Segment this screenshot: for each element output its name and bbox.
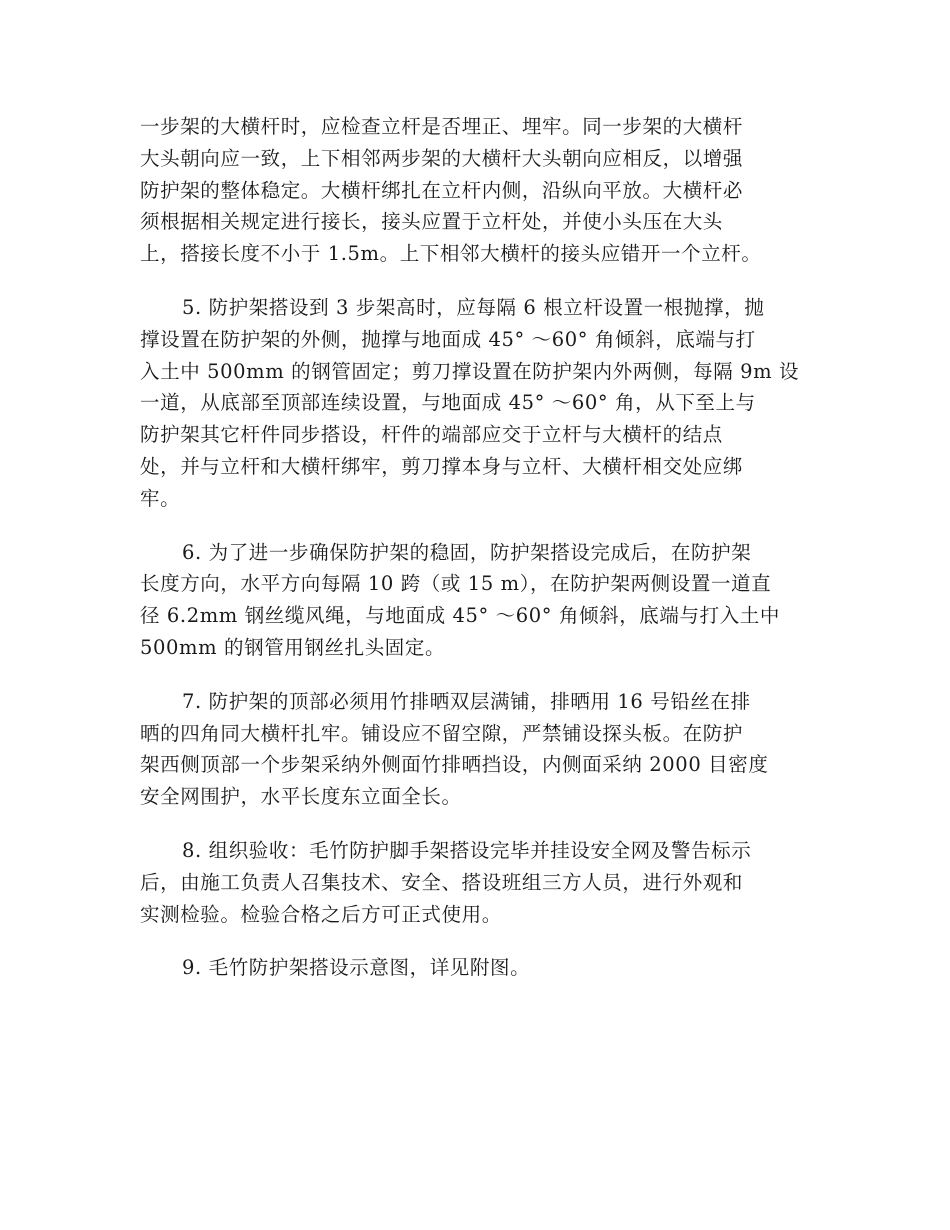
text-line: 撑设置在防护架的外侧，抛撑与地面成 45° ～60° 角倾斜，底端与打 [140, 327, 756, 351]
text-line: 上，搭接长度不小于 1.5m。上下相邻大横杆的接头应错开一个立杆。 [140, 242, 762, 266]
text-line: 安全网围护，水平长度东立面全长。 [140, 785, 462, 809]
text-line: 8. 组织验收：毛竹防护脚手架搭设完毕并挂设安全网及警告标示 [182, 838, 752, 862]
paragraph-6 [140, 537, 810, 664]
paragraph-8 [140, 835, 810, 930]
text-line: 一步架的大横杆时，应检查立杆是否埋正、埋牢。同一步架的大横杆 [140, 115, 744, 138]
text-line: 大头朝向应一致，上下相邻两步架的大横杆大头朝向应相反，以增强 [140, 146, 744, 170]
paragraph-7 [140, 686, 810, 813]
text-line: 9. 毛竹防护架搭设示意图，详见附图。 [182, 956, 531, 980]
paragraph-9 [140, 952, 810, 984]
document-page [140, 111, 810, 984]
text-line: 防护架其它杆件同步搭设，杆件的端部应交于立杆与大横杆的结点 [140, 423, 723, 447]
text-line: 实测检验。检验合格之后方可正式使用。 [140, 902, 502, 926]
text-line: 处，并与立杆和大横杆绑牢，剪刀撑本身与立杆、大横杆相交处应绑 [140, 454, 744, 478]
text-line: 径 6.2mm 钢丝缆风绳，与地面成 45° ～60° 角倾斜，底端与打入土中 [140, 604, 781, 628]
text-line: 晒的四角同大横杆扎牢。铺设应不留空隙，严禁铺设探头板。在防护 [140, 721, 744, 745]
paragraph-5 [140, 292, 810, 515]
text-line: 7. 防护架的顶部必须用竹排晒双层满铺，排晒用 16 号铅丝在排 [182, 689, 751, 713]
text-line: 一道，从底部至顶部连续设置，与地面成 45° ～60° 角，从下至上与 [140, 391, 756, 415]
text-line: 后，由施工负责人召集技术、安全、搭设班组三方人员，进行外观和 [140, 870, 744, 894]
text-line: 5. 防护架搭设到 3 步架高时，应每隔 6 根立杆设置一根抛撑，抛 [182, 295, 765, 319]
paragraph-4-continued [140, 111, 810, 270]
text-line: 防护架的整体稳定。大横杆绑扎在立杆内侧，沿纵向平放。大横杆必 [140, 178, 744, 202]
text-line: 6. 为了进一步确保防护架的稳固，防护架搭设完成后，在防护架 [182, 540, 752, 564]
text-line: 牢。 [140, 486, 181, 510]
text-line: 架西侧顶部一个步架采纳外侧面竹排晒挡设，内侧面采纳 2000 目密度 [140, 753, 769, 777]
text-line: 入土中 500mm 的钢管固定；剪刀撑设置在防护架内外两侧，每隔 9m 设 [140, 359, 800, 383]
text-line: 500mm 的钢管用钢丝扎头固定。 [140, 635, 446, 659]
text-line: 长度方向，水平方向每隔 10 跨（或 15 m），在防护架两侧设置一道直 [140, 572, 772, 596]
text-line: 须根据相关规定进行接长，接头应置于立杆处，并使小头压在大头 [140, 210, 723, 234]
